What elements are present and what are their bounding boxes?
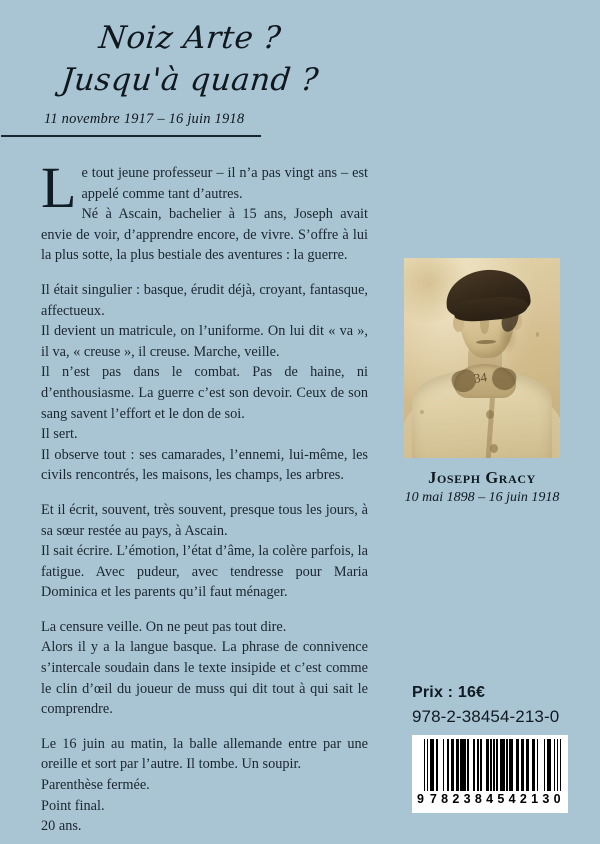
barcode-digit: 4 [486, 792, 494, 806]
blurb-paragraph-1b-text: Né à Ascain, bachelier à 15 ans, Joseph avait envie de voir, d’apprendre encore, de vivre. S’offre à lui la plus sotte, la plus bestiale des aventures : la guerre. [41, 206, 368, 264]
portrait-caption-dates: 10 mai 1898 – 16 juin 1918 [404, 490, 560, 505]
blurb-paragraph-12: Parenthèse fermée. [41, 777, 150, 794]
blurb-paragraph-5: Il sert. [41, 426, 78, 443]
blurb-paragraph-11: Le 16 juin au matin, la balle allemande entre par une oreille et sort par l’autre. Il tombe. Un soupir. [41, 735, 368, 773]
blurb-paragraph-4: Il n’est pas dans le combat. Pas de haine, ni d’enthousiasme. La guerre c’est son devoir. Ceux de son sang savent l’effort et le don de soi. [41, 364, 368, 422]
barcode-digit: 3 [542, 792, 550, 806]
barcode-digit: 8 [441, 792, 449, 806]
collar-regiment-number: 34 [472, 369, 488, 386]
uniform-button [490, 444, 498, 453]
blurb-paragraph-14: 20 ans. [41, 818, 82, 835]
barcode-digit: 1 [531, 792, 539, 806]
blurb-paragraph-8: Il sait écrire. L’émotion, l’état d’âme, la colère parfois, la fatigue. Avec pudeur, avec tendresse pour Maria Dominica et les parents qu’il faut ménager. [41, 543, 368, 601]
barcode-digit: 4 [508, 792, 517, 806]
blurb-paragraph-7: Et il écrit, souvent, très souvent, presque tous les jours, à sa sœur restée au pays, à Ascain. [41, 501, 368, 539]
photo-grain-spot [536, 332, 539, 337]
barcode-digits-right [496, 792, 564, 806]
barcode-digit: 7 [429, 792, 438, 806]
book-title-line-2: Jusqu'à quand ? [59, 62, 321, 98]
subtitle-date-range: 11 novembre 1917 – 16 juin 1918 [44, 111, 245, 127]
barcode-digit-first: 9 [417, 792, 425, 806]
barcode-digits-left [428, 792, 496, 806]
blurb-paragraph-3: Il devient un matricule, on l’uniforme. On lui dit « va », il va, « creuse », il creuse. Marche, veille. [41, 323, 368, 360]
barcode-digit: 2 [519, 792, 528, 806]
cover-header [0, 0, 600, 148]
commerce-block [412, 684, 578, 813]
back-cover-blurb [41, 155, 368, 837]
portrait-block [404, 258, 560, 506]
drop-cap-letter: L [41, 155, 77, 220]
blurb-paragraph-1 [41, 155, 368, 266]
barcode-digit: 5 [497, 792, 505, 806]
header-divider-rule [1, 135, 261, 137]
blurb-paragraph-13: Point final. [41, 797, 105, 814]
blurb-paragraph-1-text: e tout jeune professeur – il n’a pas vingt ans – est appelé comme tant d’autres. [81, 165, 368, 202]
blurb-paragraph-6: Il observe tout : ses camarades, l’ennemi, lui-même, les civils rencontrés, les maisons, les champs, les arbres. [41, 446, 368, 484]
barcode-digits [417, 792, 563, 806]
book-title-line-1: Noiz Arte ? [97, 20, 283, 56]
barcode-digit: 3 [463, 792, 472, 806]
blurb-paragraph-9: La censure veille. On ne peut pas tout dire. [41, 618, 287, 635]
price-label: Prix : 16€ [412, 684, 486, 701]
portrait-photo [404, 258, 560, 458]
barcode-bars [424, 739, 563, 791]
uniform-button [486, 410, 494, 419]
isbn-label: 978-2-38454-213-0 [412, 707, 560, 726]
portrait-caption-name: Joseph Gracy [428, 468, 536, 487]
barcode-digit: 2 [452, 792, 460, 806]
barcode-digit: 0 [553, 792, 562, 806]
blurb-paragraph-2: Il était singulier : basque, érudit déjà, croyant, fantasque, affectueux. [41, 281, 368, 319]
ean13-barcode [412, 735, 568, 813]
barcode-bar [560, 739, 561, 791]
photo-grain-spot [420, 410, 424, 414]
barcode-digit: 8 [474, 792, 483, 806]
blurb-paragraph-10: Alors il y a la langue basque. La phrase de connivence s’intercale soudain dans le texte insipide et c’est comme le clin d’œil du joueur de muss qui dit tout à qui sait le comprendre. [41, 639, 368, 718]
